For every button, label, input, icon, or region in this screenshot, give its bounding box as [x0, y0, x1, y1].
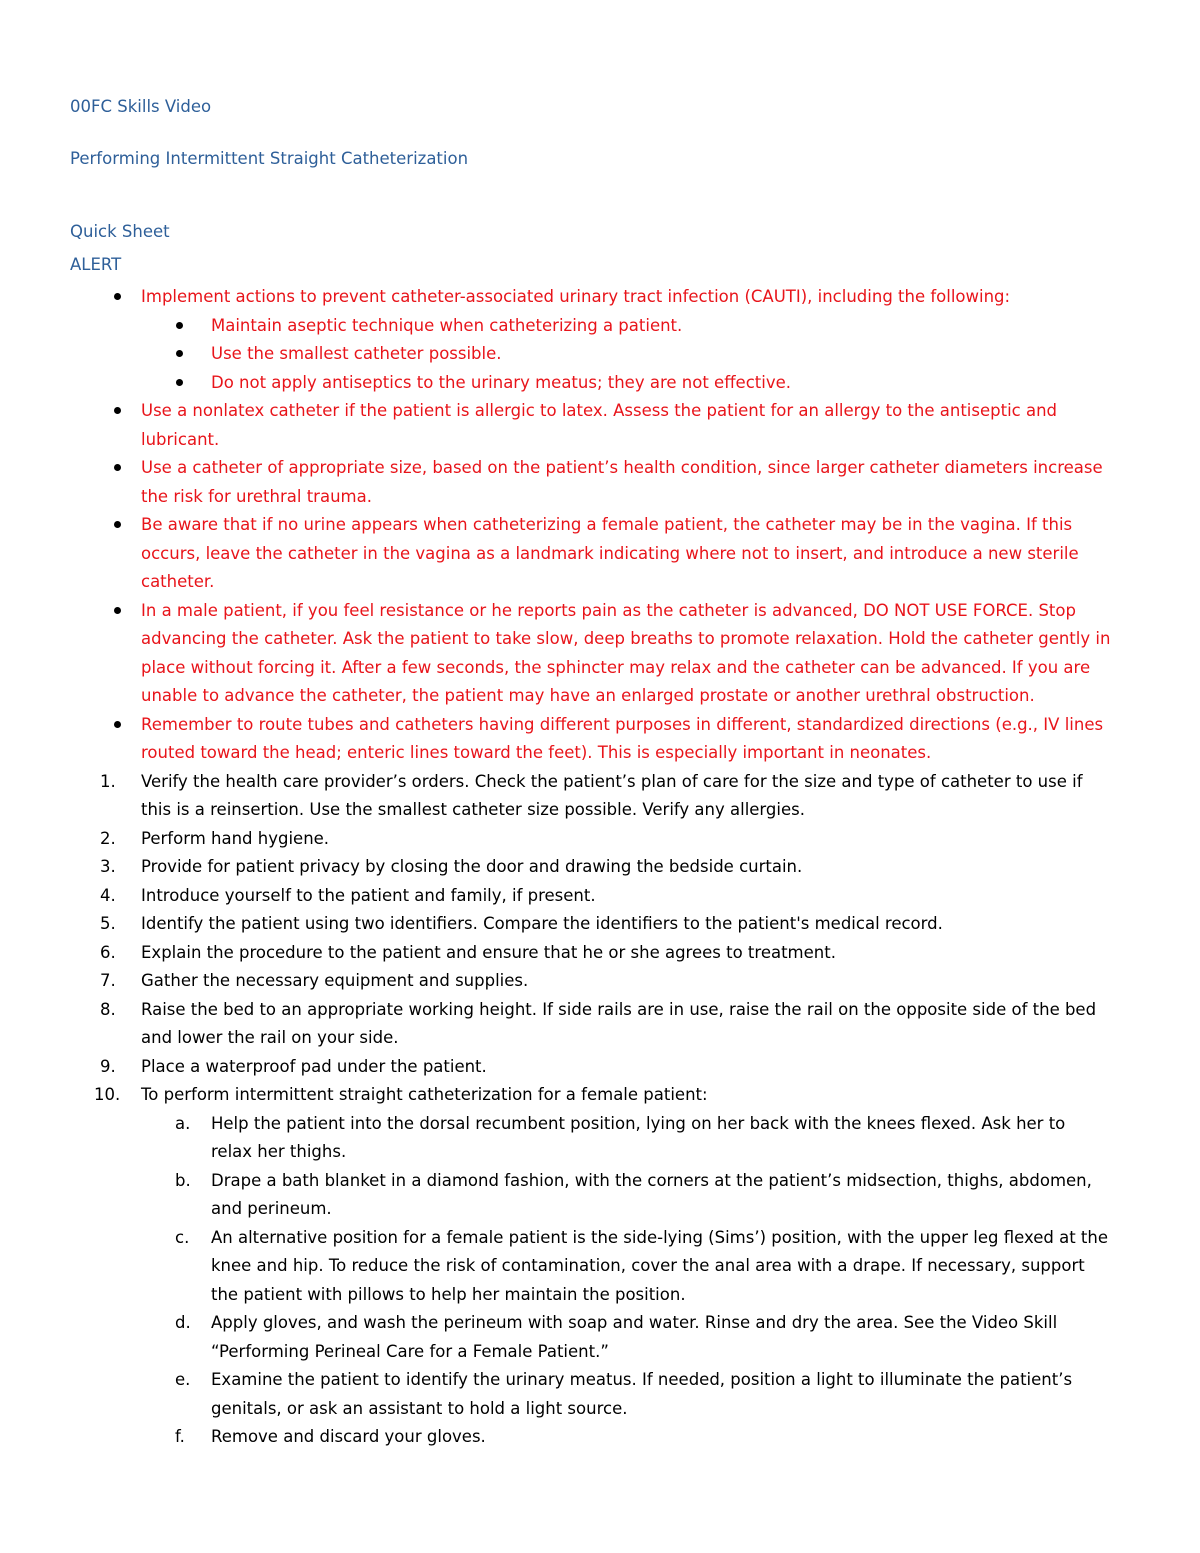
- alert-sub-bullet-item: [0, 312, 1111, 341]
- substep-text: Remove and discard your gloves.: [211, 1427, 486, 1446]
- step-item: [0, 1053, 1111, 1082]
- alert-bullet-item: [0, 511, 1111, 597]
- alert-sub-bullet-text: Maintain aseptic technique when catheterizing a patient.: [211, 315, 683, 335]
- bullet-icon: [176, 322, 183, 329]
- step-number: 7.: [100, 971, 116, 990]
- page-title: Performing Intermittent Straight Catheterization: [70, 149, 469, 168]
- alert-sub-bullet-text: Use the smallest catheter possible.: [211, 344, 502, 363]
- step-item: [0, 996, 1111, 1053]
- alert-sub-bullet-text: Do not apply antiseptics to the urinary meatus; they are not effective.: [211, 372, 791, 392]
- step-number: 9.: [100, 1056, 116, 1076]
- alert-sub-bullet-item: [0, 369, 1111, 398]
- step-number: 8.: [100, 999, 116, 1019]
- bullet-icon: [176, 379, 183, 386]
- step-text: Provide for patient privacy by closing the door and drawing the bedside curtain.: [141, 857, 803, 876]
- bullet-icon: [114, 464, 121, 471]
- bullet-icon: [114, 293, 121, 300]
- step-item: [0, 1081, 1111, 1110]
- step-item: [0, 939, 1111, 968]
- alert-bullet-text: Use a catheter of appropriate size, based on the patient’s health condition, since larger catheter diameters increase the risk for urethral trauma.: [141, 458, 1103, 506]
- step-number: 5.: [100, 914, 116, 933]
- step-number: 4.: [100, 885, 116, 905]
- alert-bullet-text: Remember to route tubes and catheters having different purposes in different, standardized directions (e.g., IV lines routed toward the head; enteric lines toward the feet). This is especially important in neonates.: [141, 714, 1104, 762]
- alert-bullet-text: In a male patient, if you feel resistance or he reports pain as the catheter is advanced, DO NOT USE FORCE. Stop advancing the catheter. Ask the patient to take slow, deep breaths to promote relaxation. Hold the catheter gently in place without forcing it. After a few seconds, the sphincter may relax and the catheter can be advanced. If you are unable to advance the catheter, the patient may have an enlarged prostate or another urethral obstruction.: [141, 600, 1111, 705]
- substep-item: [0, 1309, 1111, 1366]
- bullet-icon: [114, 521, 121, 528]
- substep-item: [0, 1423, 1111, 1452]
- step-text: Verify the health care provider’s orders. Check the patient’s plan of care for the size and type of catheter to use if this is a reinsertion. Use the smallest catheter size possible. Verify any allergies.: [141, 771, 1083, 819]
- alert-bullet-item: [0, 283, 1111, 312]
- step-item: [0, 882, 1111, 911]
- bullet-icon: [114, 407, 121, 414]
- alert-bullet-text: Implement actions to prevent catheter-associated urinary tract infection (CAUTI), including the following:: [141, 287, 1011, 306]
- substep-item: [0, 1224, 1111, 1310]
- step-text: Identify the patient using two identifiers. Compare the identifiers to the patient's medical record.: [141, 914, 943, 933]
- substep-text: Help the patient into the dorsal recumbent position, lying on her back with the knees flexed. Ask her to relax her thighs.: [211, 1113, 1066, 1161]
- bullet-icon: [114, 721, 121, 728]
- step-number: 6.: [100, 942, 116, 962]
- bullet-icon: [176, 350, 183, 357]
- step-number: 1.: [100, 771, 116, 791]
- step-item: [0, 768, 1111, 825]
- substep-text: An alternative position for a female patient is the side-lying (Sims’) position, with the upper leg flexed at the knee and hip. To reduce the risk of contamination, cover the anal area with a drape. If necessary, support the patient with pillows to help her maintain the position.: [211, 1227, 1109, 1304]
- quick-sheet-heading: Quick Sheet: [70, 222, 170, 241]
- step-item: [0, 853, 1111, 882]
- step-item: [0, 825, 1111, 854]
- substep-letter: f.: [175, 1427, 185, 1446]
- alert-bullet-item: [0, 397, 1111, 454]
- substep-letter: d.: [175, 1313, 191, 1332]
- substep-text: Examine the patient to identify the urinary meatus. If needed, position a light to illuminate the patient’s genitals, or ask an assistant to hold a light source.: [211, 1370, 1073, 1418]
- alert-bullet-item: [0, 597, 1111, 711]
- step-text: Perform hand hygiene.: [141, 828, 330, 848]
- substep-item: [0, 1110, 1111, 1167]
- substep-letter: e.: [175, 1370, 191, 1389]
- alert-bullet-text: Use a nonlatex catheter if the patient is allergic to latex. Assess the patient for an allergy to the antiseptic and lubricant.: [141, 401, 1058, 449]
- alert-bullet-item: [0, 454, 1111, 511]
- step-text: Raise the bed to an appropriate working height. If side rails are in use, raise the rail on the opposite side of the bed and lower the rail on your side.: [141, 999, 1097, 1047]
- step-number: 3.: [100, 857, 116, 876]
- alert-sub-bullet-item: [0, 340, 1111, 369]
- course-title: 00FC Skills Video: [70, 97, 212, 116]
- substep-letter: a.: [175, 1113, 191, 1133]
- substep-text: Drape a bath blanket in a diamond fashion, with the corners at the patient’s midsection, thighs, abdomen, and perineum.: [211, 1170, 1092, 1218]
- bullet-icon: [114, 607, 121, 614]
- step-text: Explain the procedure to the patient and ensure that he or she agrees to treatment.: [141, 942, 836, 962]
- step-text: Place a waterproof pad under the patient.: [141, 1056, 487, 1076]
- alert-bullet-text: Be aware that if no urine appears when catheterizing a female patient, the catheter may be in the vagina. If this occurs, leave the catheter in the vagina as a landmark indicating where not to insert, and introduce a new sterile catheter.: [141, 515, 1079, 591]
- step-text: To perform intermittent straight catheterization for a female patient:: [141, 1085, 708, 1104]
- step-item: [0, 910, 1111, 939]
- step-text: Introduce yourself to the patient and family, if present.: [141, 885, 596, 905]
- substep-letter: c.: [175, 1227, 190, 1247]
- substep-letter: b.: [175, 1170, 191, 1190]
- alert-bullet-item: [0, 711, 1111, 768]
- substep-text: Apply gloves, and wash the perineum with soap and water. Rinse and dry the area. See the Video Skill “Performing Perineal Care for a Female Patient.”: [211, 1313, 1058, 1361]
- content-body: [0, 283, 1200, 1452]
- step-number: 10.: [94, 1085, 121, 1104]
- step-item: [0, 967, 1111, 996]
- step-number: 2.: [100, 828, 116, 848]
- alert-label: ALERT: [70, 255, 122, 274]
- step-text: Gather the necessary equipment and supplies.: [141, 971, 529, 990]
- substep-item: [0, 1366, 1111, 1423]
- substep-item: [0, 1167, 1111, 1224]
